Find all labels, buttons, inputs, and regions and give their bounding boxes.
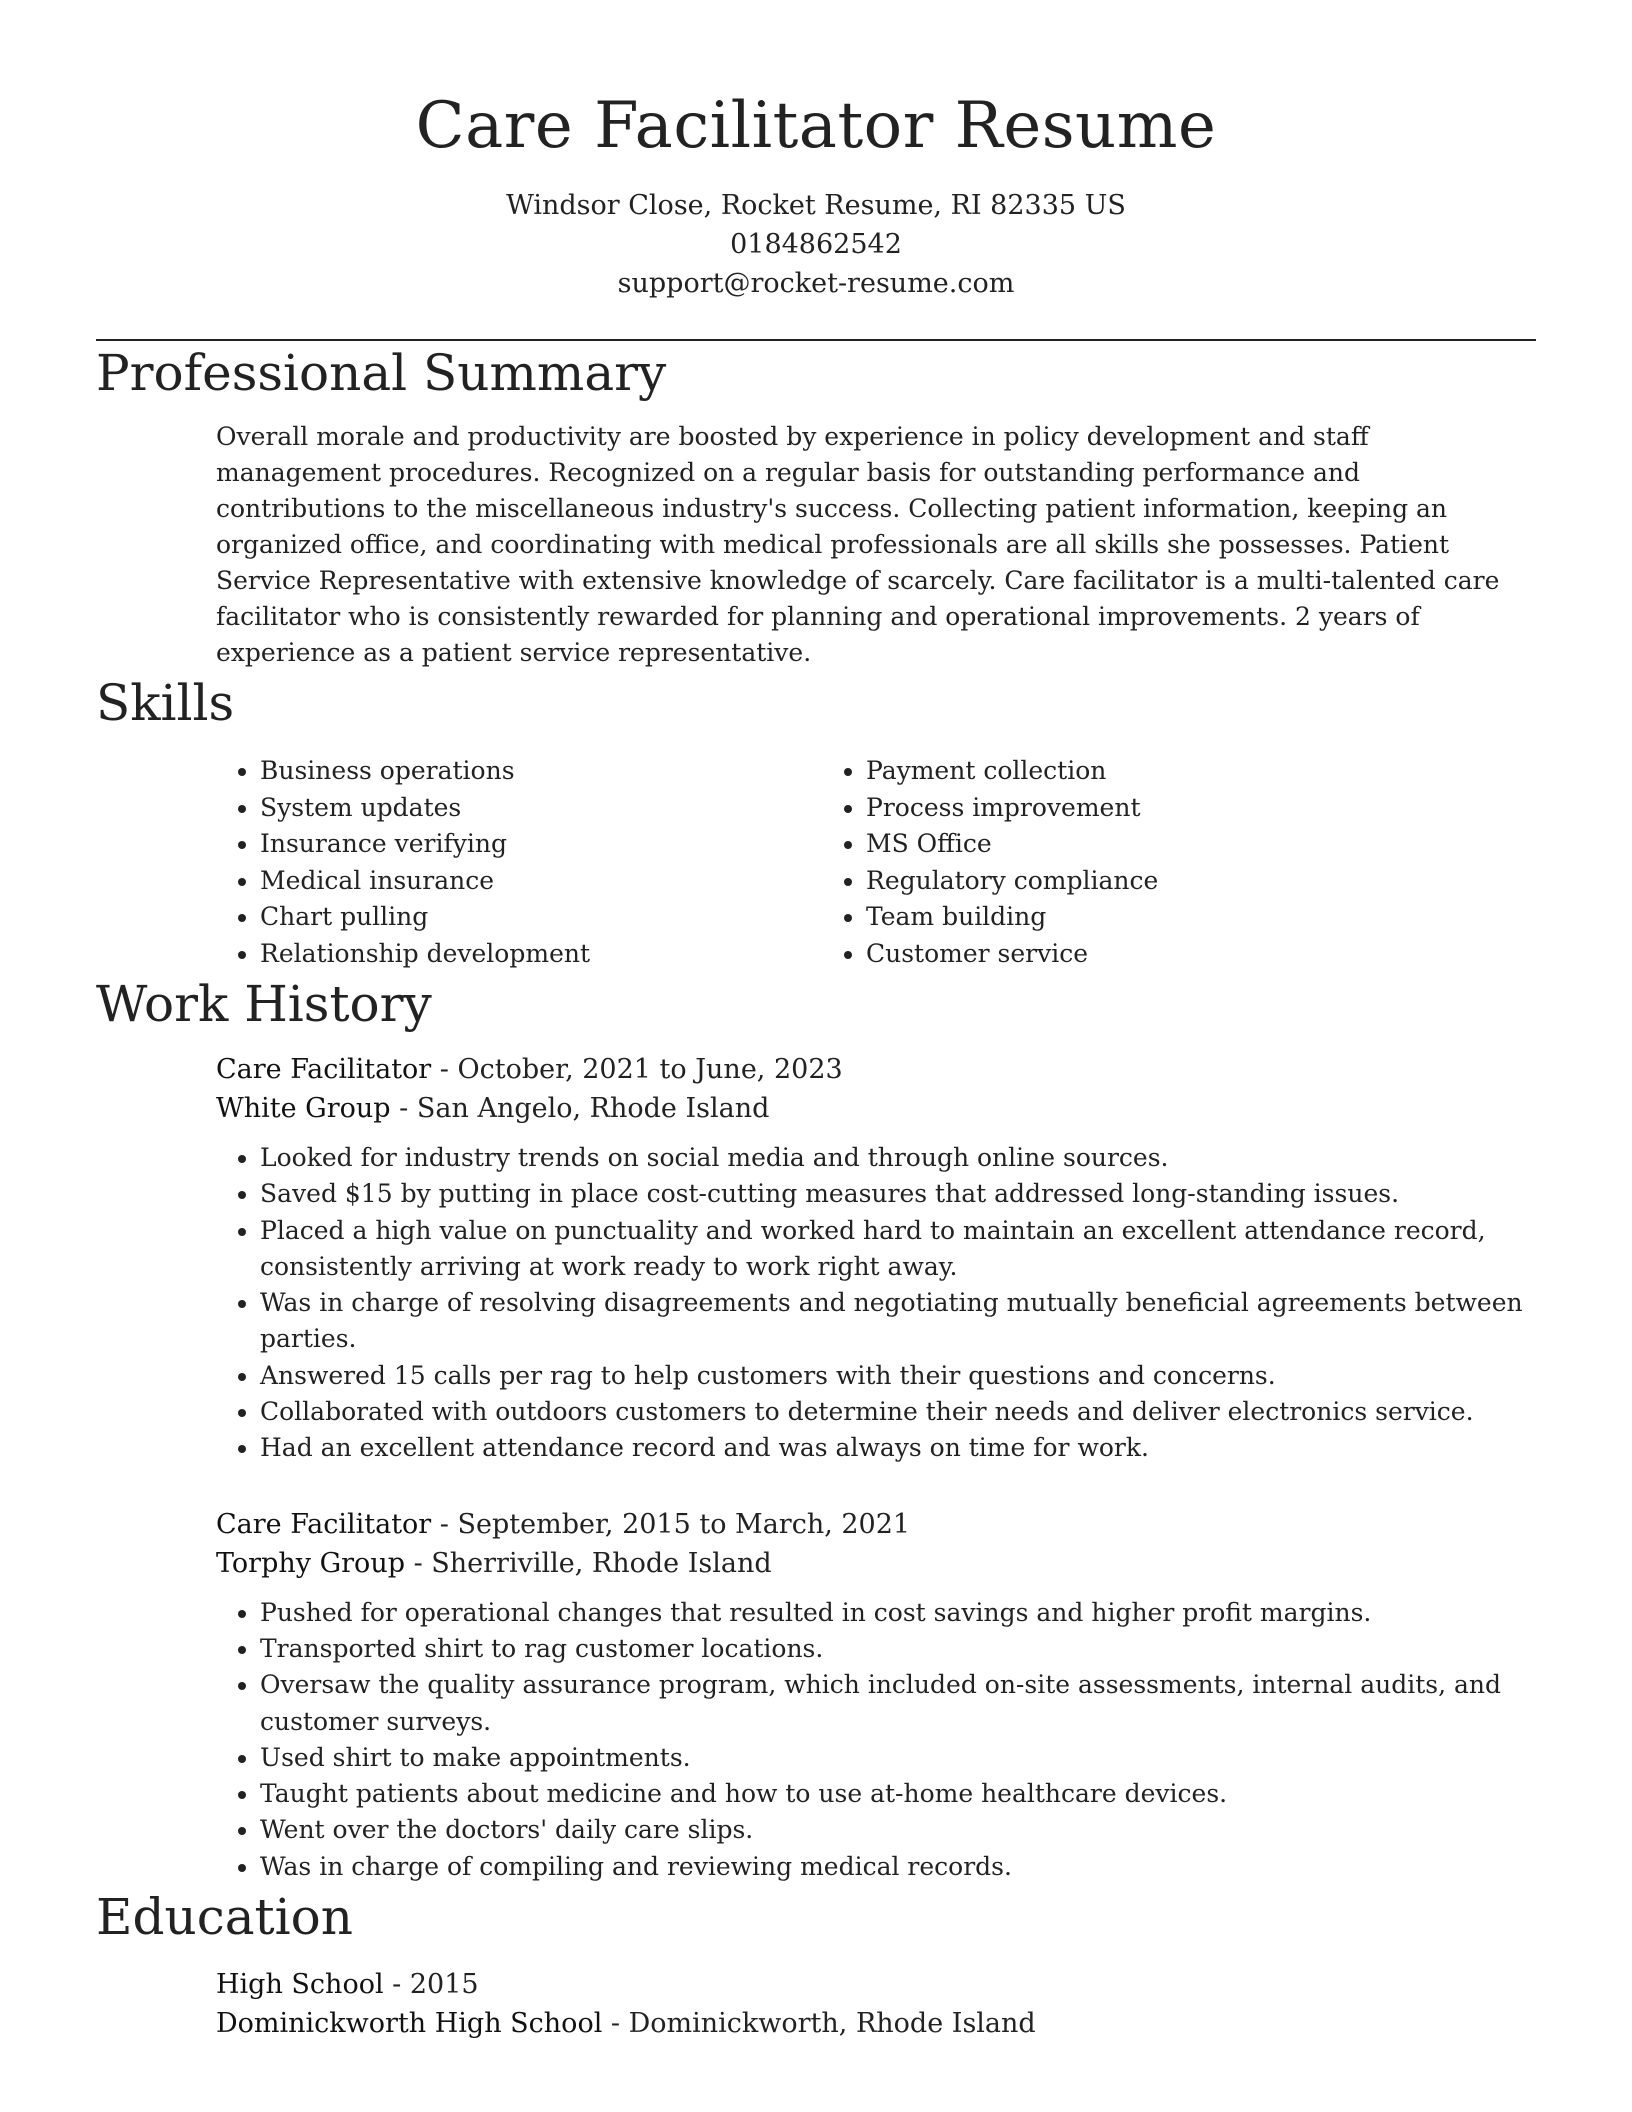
job-bullet: • Transported shirt to rag customer locations. [260, 1631, 1536, 1667]
job-bullet: • Oversaw the quality assurance program, which included on-site assessments, internal audits, and customer surveys. [260, 1667, 1536, 1740]
job-title-line [216, 1505, 1536, 1544]
job-company: Torphy Group [216, 1547, 405, 1579]
education-degree-line [216, 1965, 1536, 2004]
section-heading-education: Education [96, 1888, 353, 1947]
job-bullet: • Had an excellent attendance record and was always on time for work. [260, 1430, 1536, 1466]
skill-item: • Customer service [866, 936, 1428, 973]
job-bullet: • Was in charge of resolving disagreements and negotiating mutually beneficial agreements between parties. [260, 1285, 1536, 1358]
skill-item: • Regulatory compliance [866, 863, 1428, 900]
job-bullets [216, 1140, 1536, 1467]
job-bullet: • Used shirt to make appointments. [260, 1740, 1536, 1776]
job-location: - San Angelo, Rhode Island [390, 1093, 770, 1124]
skill-item: • Process improvement [866, 790, 1428, 827]
section-heading-work-history: Work History [96, 975, 432, 1033]
education-school-line [216, 2004, 1536, 2043]
job-bullet: • Taught patients about medicine and how to use at-home healthcare devices. [260, 1776, 1536, 1812]
skill-item: • Business operations [260, 753, 822, 790]
skills-column-left [216, 753, 822, 972]
job-bullet: • Placed a high value on punctuality and worked hard to maintain an excellent attendance record, consistently arriving at work ready to work right away. [260, 1213, 1536, 1286]
job-entry [216, 1505, 1536, 1885]
contact-phone: 0184862542 [730, 229, 902, 260]
job-bullet: • Went over the doctors' daily care slips. [260, 1812, 1536, 1848]
education-entry [216, 1965, 1536, 2043]
section-heading-skills: Skills [96, 674, 235, 732]
job-bullet: • Looked for industry trends on social media and through online sources. [260, 1140, 1536, 1176]
job-bullet: • Saved $15 by putting in place cost-cutting measures that addressed long-standing issues. [260, 1176, 1536, 1212]
resume-title: Care Facilitator Resume [415, 89, 1217, 163]
section-heading-summary: Professional Summary [96, 344, 667, 402]
skill-item: • Relationship development [260, 936, 822, 973]
skill-item: • Payment collection [866, 753, 1428, 790]
job-title: Care Facilitator [216, 1508, 432, 1540]
resume-page [96, 0, 1536, 2043]
job-entry [216, 1050, 1536, 1467]
contact-email: support@rocket-resume.com [617, 268, 1015, 299]
job-bullet: • Collaborated with outdoors customers to determine their needs and deliver electronics service. [260, 1394, 1536, 1430]
skill-item: • Team building [866, 899, 1428, 936]
job-company-line [216, 1544, 1536, 1583]
skill-item: • MS Office [866, 826, 1428, 863]
contact-block [96, 186, 1536, 303]
contact-address: Windsor Close, Rocket Resume, RI 82335 US [506, 190, 1126, 221]
education-school: Dominickworth High School [216, 2008, 603, 2040]
job-title: Care Facilitator [216, 1054, 432, 1085]
job-bullets [216, 1595, 1536, 1885]
education-location: - Dominickworth, Rhode Island [602, 2008, 1036, 2040]
resume-header [96, 0, 1536, 303]
job-bullet: • Was in charge of compiling and reviewing medical records. [260, 1849, 1536, 1885]
summary-text: Overall morale and productivity are boosted by experience in policy development and staff management procedures. Recognized on a regular basis for outstanding performance and contributions to the miscellaneous industry's success. Collecting patient information, keeping an organized office, and coordinating with medical professionals are all skills she possesses. Patient Service Representative with extensive knowledge of scarcely. Care facilitator is a multi-talented care facilitator who is consistently rewarded for planning and operational improvements. 2 years of experience as a patient service representative. [216, 422, 1500, 667]
job-bullet: • Answered 15 calls per rag to help customers with their questions and concerns. [260, 1358, 1536, 1394]
job-location: - Sherriville, Rhode Island [405, 1547, 772, 1579]
job-company-line [216, 1089, 1536, 1128]
skill-item: • Medical insurance [260, 863, 822, 900]
job-title-line [216, 1050, 1536, 1089]
skill-item: • System updates [260, 790, 822, 827]
job-dates: - October, 2021 to June, 2023 [431, 1054, 843, 1085]
education-year: - 2015 [383, 1969, 479, 2001]
job-bullet: • Pushed for operational changes that resulted in cost savings and higher profit margins. [260, 1595, 1536, 1631]
skill-item: • Insurance verifying [260, 826, 822, 863]
skills-column-right [822, 753, 1428, 972]
job-company: White Group [216, 1093, 391, 1124]
skill-item: • Chart pulling [260, 899, 822, 936]
skills-list [216, 753, 1536, 972]
education-degree: High School [216, 1969, 384, 2001]
job-dates: - September, 2015 to March, 2021 [431, 1508, 911, 1540]
